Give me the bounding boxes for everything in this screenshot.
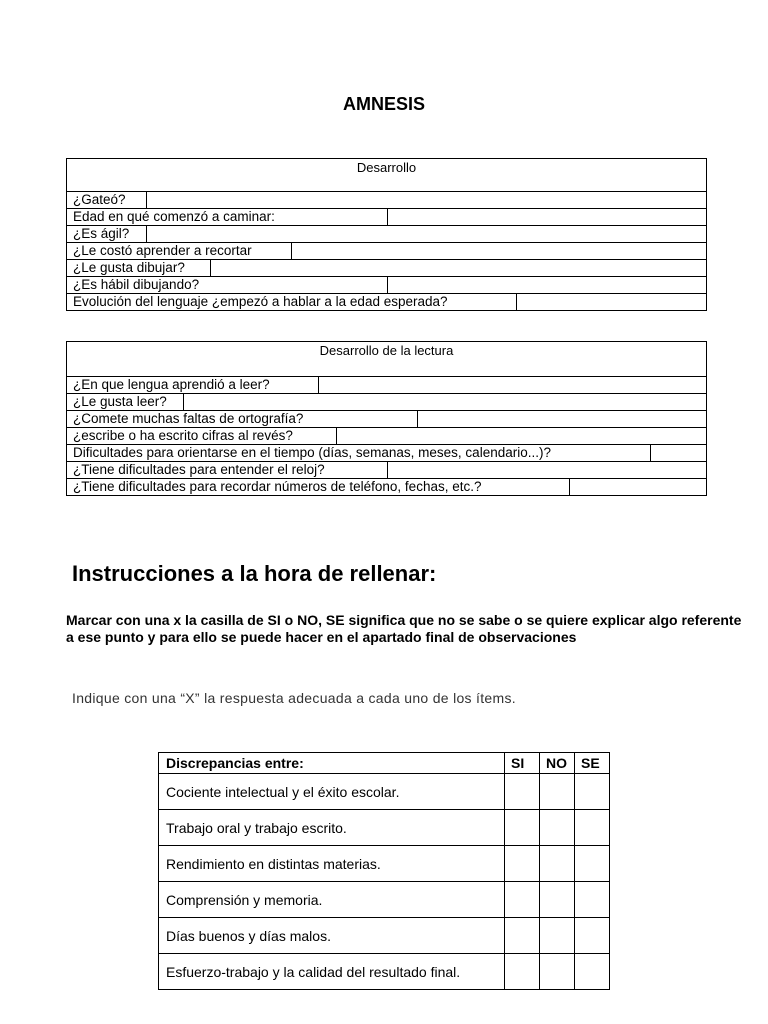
header-no: NO bbox=[540, 753, 575, 774]
no-checkbox-cell[interactable] bbox=[540, 774, 575, 810]
question-label: Dificultades para orientarse en el tiempo (días, semanas, meses, calendario...)? bbox=[67, 445, 651, 461]
lectura-table bbox=[66, 341, 707, 496]
desarrollo-row bbox=[67, 276, 706, 293]
desarrollo-table bbox=[66, 158, 707, 311]
desarrollo-row bbox=[67, 208, 706, 225]
question-label: ¿Le gusta leer? bbox=[67, 394, 184, 410]
no-checkbox-cell[interactable] bbox=[540, 882, 575, 918]
item-label: Rendimiento en distintas materias. bbox=[159, 846, 505, 882]
discrepancias-table bbox=[158, 752, 610, 990]
lectura-row bbox=[67, 393, 706, 410]
lectura-row bbox=[67, 376, 706, 393]
table-row bbox=[159, 846, 610, 882]
si-checkbox-cell[interactable] bbox=[505, 954, 540, 990]
table-row bbox=[159, 774, 610, 810]
question-label: ¿Le costó aprender a recortar bbox=[67, 243, 292, 259]
se-checkbox-cell[interactable] bbox=[575, 846, 610, 882]
desarrollo-row bbox=[67, 293, 706, 310]
question-label: ¿Es hábil dibujando? bbox=[67, 277, 388, 293]
lectura-row bbox=[67, 410, 706, 427]
table-row bbox=[159, 954, 610, 990]
question-label: ¿Comete muchas faltas de ortografía? bbox=[67, 411, 418, 427]
question-label: ¿Es ágil? bbox=[67, 226, 147, 242]
no-checkbox-cell[interactable] bbox=[540, 954, 575, 990]
question-label: ¿En que lengua aprendió a leer? bbox=[67, 377, 319, 393]
table-row bbox=[159, 810, 610, 846]
se-checkbox-cell[interactable] bbox=[575, 810, 610, 846]
desarrollo-header: Desarrollo bbox=[356, 160, 417, 175]
question-label: ¿escribe o ha escrito cifras al revés? bbox=[67, 428, 337, 444]
question-label: Edad en qué comenzó a caminar: bbox=[67, 209, 388, 225]
lectura-row bbox=[67, 478, 706, 495]
se-checkbox-cell[interactable] bbox=[575, 774, 610, 810]
question-label: ¿Tiene dificultades para entender el reloj? bbox=[67, 462, 388, 478]
si-checkbox-cell[interactable] bbox=[505, 846, 540, 882]
item-label: Trabajo oral y trabajo escrito. bbox=[159, 810, 505, 846]
si-checkbox-cell[interactable] bbox=[505, 918, 540, 954]
table-header-row bbox=[159, 753, 610, 774]
desarrollo-row bbox=[67, 242, 706, 259]
item-label: Esfuerzo-trabajo y la calidad del resultado final. bbox=[159, 954, 505, 990]
question-label: ¿Tiene dificultades para recordar números de teléfono, fechas, etc.? bbox=[67, 479, 570, 495]
si-checkbox-cell[interactable] bbox=[505, 774, 540, 810]
se-checkbox-cell[interactable] bbox=[575, 954, 610, 990]
instructions-note: Indique con una “X” la respuesta adecuada a cada uno de los ítems. bbox=[72, 690, 516, 706]
item-label: Comprensión y memoria. bbox=[159, 882, 505, 918]
instructions-text: Marcar con una x la casilla de SI o NO, SE significa que no se sabe o se quiere explicar algo referente a ese punto y para ello se puede hacer en el apartado final de observaciones bbox=[66, 612, 742, 645]
item-label: Cociente intelectual y el éxito escolar. bbox=[159, 774, 505, 810]
table-row bbox=[159, 882, 610, 918]
header-si: SI bbox=[505, 753, 540, 774]
desarrollo-row bbox=[67, 259, 706, 276]
header-se: SE bbox=[575, 753, 610, 774]
lectura-row bbox=[67, 461, 706, 478]
question-label: Evolución del lenguaje ¿empezó a hablar a la edad esperada? bbox=[67, 294, 517, 310]
no-checkbox-cell[interactable] bbox=[540, 846, 575, 882]
header-discrepancias: Discrepancias entre: bbox=[159, 753, 505, 774]
se-checkbox-cell[interactable] bbox=[575, 882, 610, 918]
se-checkbox-cell[interactable] bbox=[575, 918, 610, 954]
desarrollo-row bbox=[67, 191, 706, 208]
question-label: ¿Le gusta dibujar? bbox=[67, 260, 211, 276]
no-checkbox-cell[interactable] bbox=[540, 810, 575, 846]
item-label: Días buenos y días malos. bbox=[159, 918, 505, 954]
page-title: AMNESIS bbox=[342, 94, 425, 114]
table-row bbox=[159, 918, 610, 954]
question-label: ¿Gateó? bbox=[67, 192, 147, 208]
desarrollo-row bbox=[67, 225, 706, 242]
no-checkbox-cell[interactable] bbox=[540, 918, 575, 954]
lectura-header: Desarrollo de la lectura bbox=[319, 343, 454, 358]
si-checkbox-cell[interactable] bbox=[505, 882, 540, 918]
si-checkbox-cell[interactable] bbox=[505, 810, 540, 846]
instructions-heading: Instrucciones a la hora de rellenar: bbox=[72, 561, 437, 586]
lectura-row bbox=[67, 444, 706, 461]
lectura-row bbox=[67, 427, 706, 444]
